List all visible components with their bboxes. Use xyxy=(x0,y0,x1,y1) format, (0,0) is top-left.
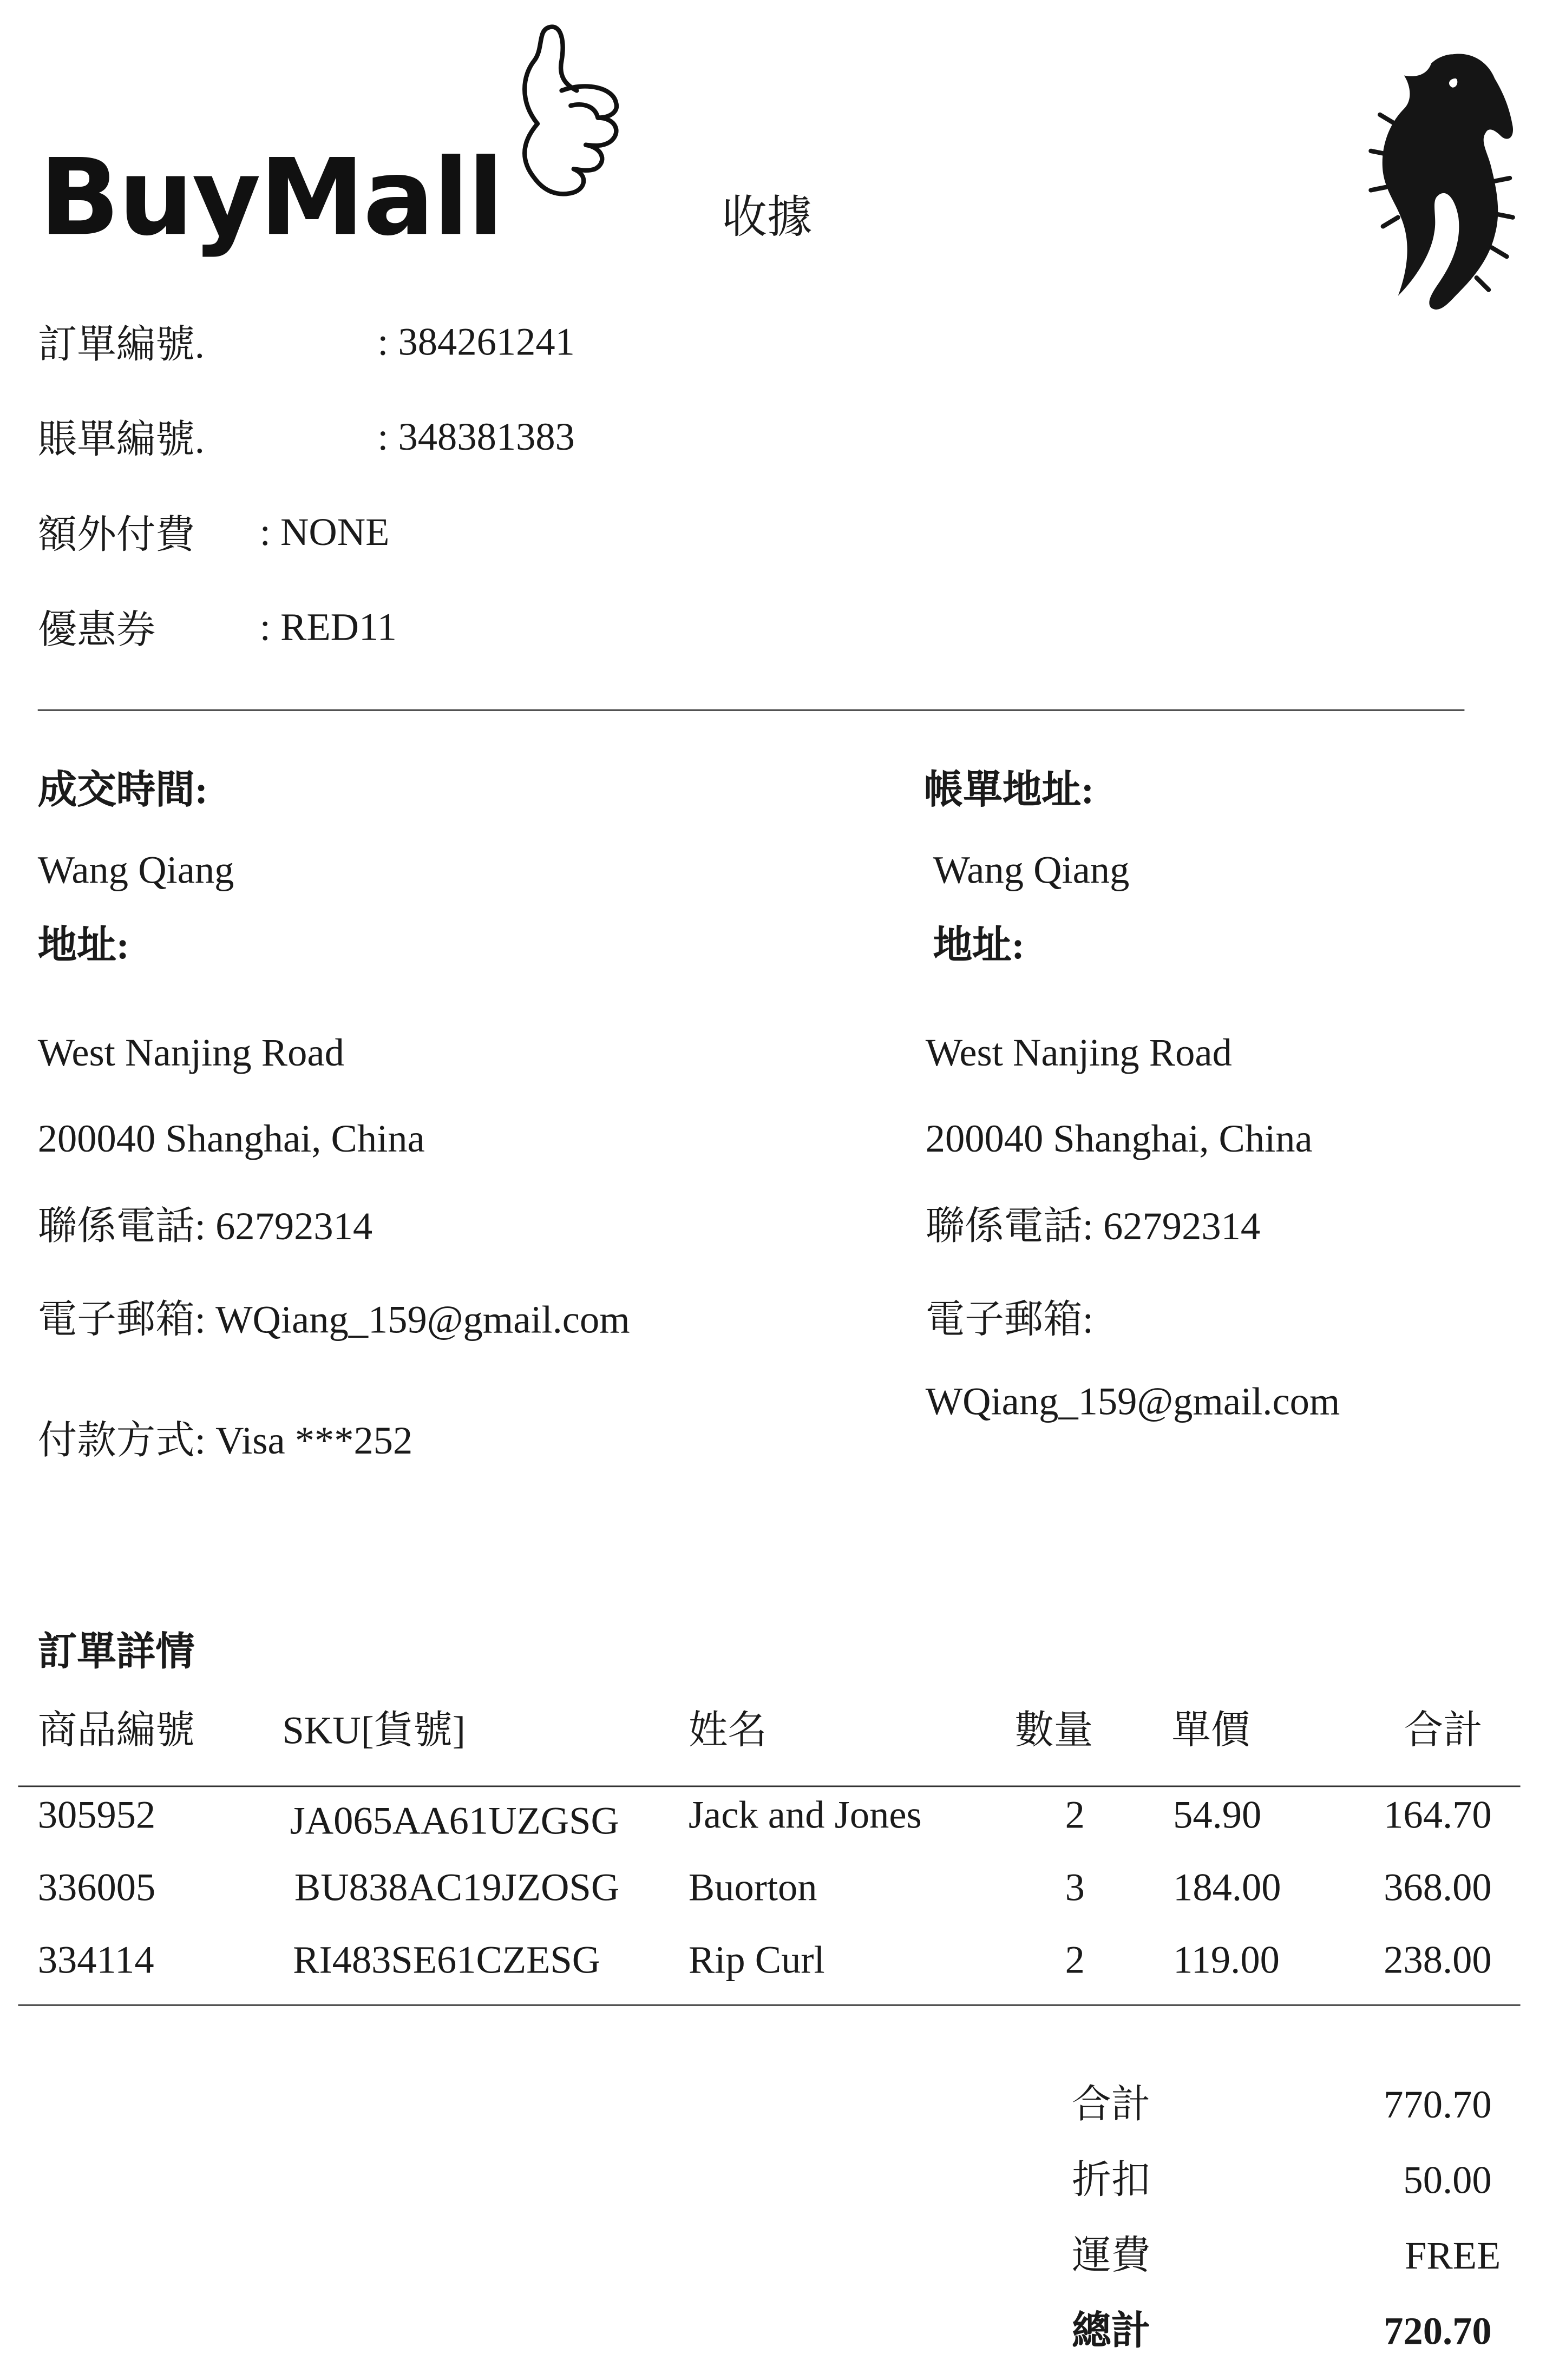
col-sku: SKU[貨號] xyxy=(282,1708,466,1753)
right-city: 200040 Shanghai, China xyxy=(925,1116,1313,1161)
billing-heading: 帳單地址: xyxy=(923,768,1095,812)
left-email: 電子郵箱: WQiang_159@gmail.com xyxy=(37,1298,630,1342)
thumbs-up-icon xyxy=(505,18,631,202)
payment-method: 付款方式: Visa ***252 xyxy=(37,1418,413,1463)
discount-value: 50.00 xyxy=(1403,2158,1492,2203)
row-product-id: 336005 xyxy=(37,1865,156,1910)
row-unit-price: 54.90 xyxy=(1173,1793,1262,1837)
subtotal-value: 770.70 xyxy=(1384,2082,1492,2127)
header-divider xyxy=(38,709,1465,711)
col-total: 合計 xyxy=(1404,1708,1483,1753)
coupon-label: 優惠券 xyxy=(37,608,156,652)
order-number-label: 訂單編號. xyxy=(37,323,205,367)
col-name: 姓名 xyxy=(688,1708,767,1753)
row-quantity: 2 xyxy=(1065,1938,1085,1982)
col-quantity: 數量 xyxy=(1014,1708,1093,1753)
row-product-id: 305952 xyxy=(37,1793,156,1837)
left-address-label: 地址: xyxy=(37,923,129,968)
table-top-rule xyxy=(18,1785,1520,1787)
right-phone: 聯係電話: 62792314 xyxy=(925,1204,1261,1248)
brand-logo: BuyMall xyxy=(39,136,502,260)
row-sku: BU838AC19JZOSG xyxy=(294,1865,620,1910)
extra-fee-label: 額外付費 xyxy=(37,513,195,557)
row-name: Jack and Jones xyxy=(688,1793,922,1837)
order-details-heading: 訂單詳情 xyxy=(37,1630,195,1674)
row-sku: JA065AA61UZGSG xyxy=(290,1799,619,1843)
row-total: 368.00 xyxy=(1384,1865,1492,1910)
bill-number-value: : 348381383 xyxy=(377,415,575,459)
row-name: Buorton xyxy=(688,1865,817,1910)
row-unit-price: 184.00 xyxy=(1173,1865,1281,1910)
bill-number-label: 賬單編號. xyxy=(37,418,205,462)
row-name: Rip Curl xyxy=(688,1938,825,1982)
discount-label: 折扣 xyxy=(1072,2158,1151,2203)
row-total: 238.00 xyxy=(1384,1938,1492,1982)
left-name: Wang Qiang xyxy=(37,848,234,892)
grand-total-value: 720.70 xyxy=(1384,2309,1492,2353)
transaction-heading: 成交時間: xyxy=(37,768,208,812)
grand-total-label: 總計 xyxy=(1072,2309,1151,2353)
right-email-label: 電子郵箱: xyxy=(925,1298,1093,1342)
left-phone: 聯係電話: 62792314 xyxy=(37,1204,373,1248)
subtotal-label: 合計 xyxy=(1072,2082,1151,2127)
row-quantity: 2 xyxy=(1065,1793,1085,1837)
table-bottom-rule xyxy=(18,2004,1520,2006)
shipping-label: 運費 xyxy=(1072,2233,1151,2278)
row-unit-price: 119.00 xyxy=(1173,1938,1280,1982)
order-number-value: : 384261241 xyxy=(377,320,575,364)
col-product-id: 商品編號 xyxy=(37,1708,195,1753)
right-name: Wang Qiang xyxy=(933,848,1130,892)
left-street: West Nanjing Road xyxy=(37,1030,344,1075)
receipt-title: 收據 xyxy=(722,193,813,244)
row-product-id: 334114 xyxy=(37,1938,154,1982)
right-address-label: 地址: xyxy=(933,923,1025,968)
row-quantity: 3 xyxy=(1065,1865,1085,1910)
row-total: 164.70 xyxy=(1384,1793,1492,1837)
right-email-value: WQiang_159@gmail.com xyxy=(925,1379,1340,1424)
row-sku: RI483SE61CZESG xyxy=(293,1938,601,1982)
seahorse-icon xyxy=(1365,48,1522,323)
coupon-value: : RED11 xyxy=(259,605,397,649)
right-street: West Nanjing Road xyxy=(925,1030,1232,1075)
extra-fee-value: : NONE xyxy=(259,510,390,554)
shipping-value: FREE xyxy=(1405,2233,1501,2278)
left-city: 200040 Shanghai, China xyxy=(37,1116,425,1161)
col-unit-price: 單價 xyxy=(1171,1708,1250,1753)
